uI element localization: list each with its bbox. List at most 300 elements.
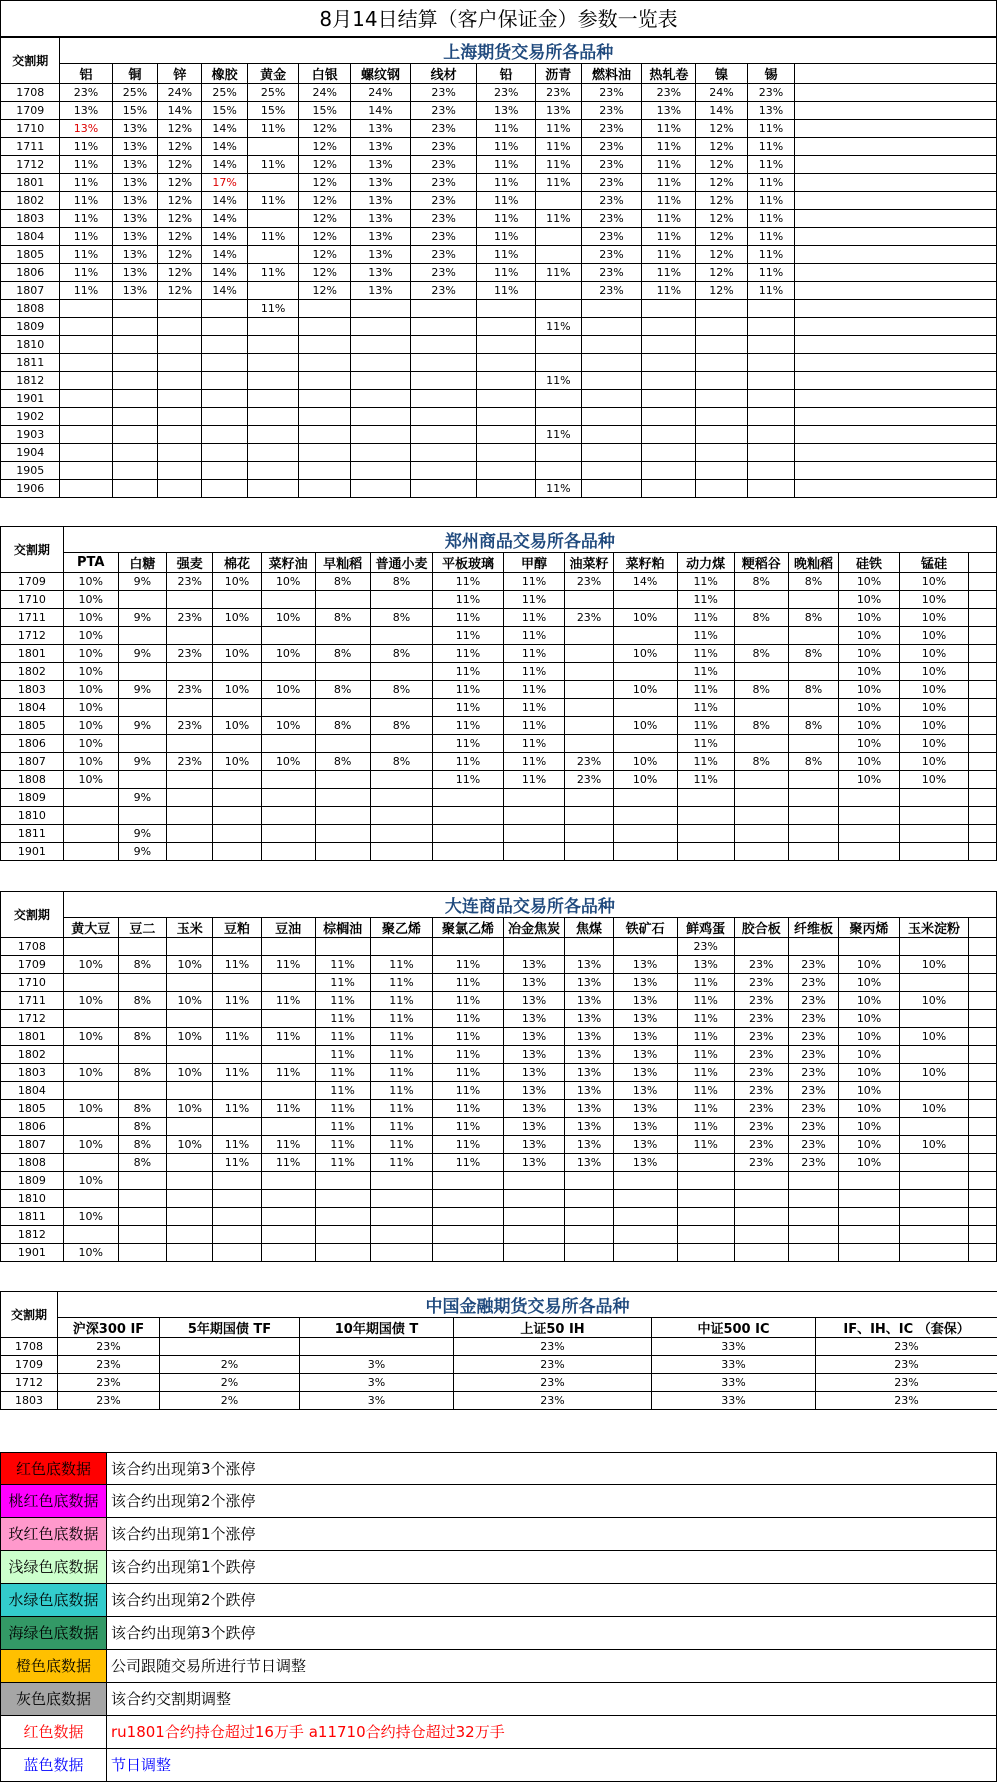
- margin-cell: [351, 444, 410, 462]
- margin-cell: 10%: [839, 573, 900, 591]
- margin-cell: [410, 300, 477, 318]
- margin-cell: 10%: [839, 1082, 900, 1100]
- margin-cell: 13%: [613, 1046, 677, 1064]
- margin-cell: 9%: [118, 825, 166, 843]
- margin-cell: [410, 372, 477, 390]
- margin-cell: 13%: [613, 1118, 677, 1136]
- margin-cell: [213, 1244, 261, 1262]
- czce-product-7: 平板玻璃: [433, 553, 503, 573]
- empty-cell: [969, 1136, 997, 1154]
- margin-cell: 23%: [788, 974, 839, 992]
- margin-cell: 11%: [477, 228, 535, 246]
- empty-cell: [969, 663, 997, 681]
- margin-cell: 11%: [433, 663, 503, 681]
- margin-cell: [696, 390, 747, 408]
- margin-cell: 11%: [261, 956, 315, 974]
- margin-cell: [565, 1208, 613, 1226]
- margin-cell: 24%: [158, 84, 202, 102]
- margin-cell: 23%: [410, 138, 477, 156]
- margin-cell: 13%: [112, 210, 158, 228]
- table-row: [1, 1356, 997, 1374]
- margin-cell: [477, 462, 535, 480]
- legend-key: 海绿色底数据: [1, 1617, 107, 1649]
- margin-cell: 11%: [503, 609, 565, 627]
- margin-cell: 11%: [503, 573, 565, 591]
- margin-cell: 9%: [118, 609, 166, 627]
- empty-cell: [795, 480, 997, 498]
- margin-cell: 8%: [788, 753, 839, 771]
- margin-cell: 8%: [788, 573, 839, 591]
- table-row: [1, 1100, 997, 1118]
- margin-cell: 12%: [696, 210, 747, 228]
- margin-cell: 12%: [696, 174, 747, 192]
- margin-cell: [613, 1190, 677, 1208]
- empty-cell: [969, 1208, 997, 1226]
- margin-cell: [433, 825, 503, 843]
- margin-cell: 23%: [788, 1010, 839, 1028]
- margin-cell: [60, 336, 112, 354]
- margin-cell: [747, 480, 795, 498]
- margin-cell: [167, 938, 213, 956]
- margin-cell: 10%: [167, 1028, 213, 1046]
- margin-cell: [118, 1046, 166, 1064]
- margin-cell: 13%: [503, 1154, 565, 1172]
- margin-cell: 11%: [315, 1118, 370, 1136]
- margin-cell: 13%: [565, 1136, 613, 1154]
- cffex-table: [0, 1291, 997, 1410]
- contract-period: 1807: [1, 1136, 64, 1154]
- margin-cell: [581, 444, 641, 462]
- contract-period: 1810: [1, 1190, 64, 1208]
- legend-row: [0, 1683, 997, 1716]
- table-row: [1, 1046, 997, 1064]
- margin-cell: [202, 318, 248, 336]
- table-row: [1, 1082, 997, 1100]
- margin-cell: 10%: [63, 1208, 118, 1226]
- contract-period: 1806: [1, 264, 60, 282]
- margin-cell: [565, 717, 613, 735]
- table-row: [1, 84, 997, 102]
- margin-cell: [899, 1010, 968, 1028]
- margin-cell: 10%: [839, 1154, 900, 1172]
- margin-cell: [477, 480, 535, 498]
- margin-cell: 33%: [652, 1338, 816, 1356]
- empty-cell: [795, 120, 997, 138]
- margin-cell: 11%: [642, 156, 696, 174]
- legend-key: 橙色底数据: [1, 1650, 107, 1682]
- margin-cell: 8%: [118, 1064, 166, 1082]
- margin-cell: [112, 426, 158, 444]
- margin-cell: [202, 300, 248, 318]
- empty-cell: [969, 1046, 997, 1064]
- margin-cell: 11%: [433, 1118, 503, 1136]
- contract-period: 1712: [1, 1010, 64, 1028]
- cffex-product-3: 上证50 IH: [454, 1318, 652, 1338]
- margin-cell: 12%: [696, 138, 747, 156]
- margin-cell: [118, 974, 166, 992]
- margin-cell: [788, 627, 839, 645]
- shfe-empty-col: [795, 64, 997, 84]
- margin-cell: 11%: [60, 246, 112, 264]
- contract-period: 1903: [1, 426, 60, 444]
- contract-period: 1712: [1, 156, 60, 174]
- margin-cell: [63, 1226, 118, 1244]
- margin-cell: [613, 938, 677, 956]
- legend-key: 红色底数据: [1, 1453, 107, 1484]
- contract-period: 1805: [1, 717, 64, 735]
- margin-cell: [213, 825, 261, 843]
- margin-cell: 23%: [581, 282, 641, 300]
- margin-cell: 11%: [642, 138, 696, 156]
- contract-period: 1808: [1, 1154, 64, 1172]
- margin-cell: [677, 825, 734, 843]
- margin-cell: 10%: [167, 956, 213, 974]
- table-row: [1, 1136, 997, 1154]
- margin-cell: [167, 771, 213, 789]
- czce-product-2: 强麦: [167, 553, 213, 573]
- empty-cell: [795, 192, 997, 210]
- dce-product-9: 焦煤: [565, 918, 613, 938]
- contract-period: 1710: [1, 120, 60, 138]
- margin-cell: [565, 663, 613, 681]
- margin-cell: [696, 372, 747, 390]
- margin-cell: [747, 354, 795, 372]
- margin-cell: [477, 408, 535, 426]
- margin-cell: [351, 408, 410, 426]
- margin-cell: 23%: [581, 228, 641, 246]
- margin-cell: [747, 390, 795, 408]
- margin-cell: 15%: [248, 102, 299, 120]
- margin-cell: [167, 1082, 213, 1100]
- empty-cell: [969, 609, 997, 627]
- margin-cell: [642, 354, 696, 372]
- contract-period: 1708: [1, 84, 60, 102]
- margin-cell: 11%: [60, 228, 112, 246]
- empty-cell: [969, 1154, 997, 1172]
- table-row: [1, 573, 997, 591]
- margin-cell: [613, 663, 677, 681]
- margin-cell: [535, 390, 581, 408]
- margin-cell: 10%: [613, 681, 677, 699]
- margin-cell: 13%: [747, 102, 795, 120]
- empty-cell: [795, 300, 997, 318]
- margin-cell: 11%: [433, 591, 503, 609]
- margin-cell: [299, 444, 351, 462]
- margin-cell: 10%: [839, 645, 900, 663]
- margin-cell: 10%: [899, 645, 968, 663]
- margin-cell: 14%: [202, 246, 248, 264]
- shfe-product-12: 镍: [696, 64, 747, 84]
- margin-cell: 15%: [299, 102, 351, 120]
- margin-cell: 11%: [433, 699, 503, 717]
- margin-cell: [642, 480, 696, 498]
- margin-cell: 10%: [839, 1064, 900, 1082]
- margin-cell: 2%: [160, 1392, 300, 1410]
- margin-cell: [248, 444, 299, 462]
- dce-product-0: 黄大豆: [63, 918, 118, 938]
- margin-cell: [63, 825, 118, 843]
- margin-cell: [788, 1190, 839, 1208]
- table-row: [1, 480, 997, 498]
- table-row: [1, 282, 997, 300]
- table-row: [1, 717, 997, 735]
- cffex-product-2: 10年期国债 T: [300, 1318, 454, 1338]
- margin-cell: 23%: [410, 282, 477, 300]
- margin-cell: [613, 627, 677, 645]
- margin-cell: 10%: [213, 609, 261, 627]
- margin-cell: 11%: [315, 974, 370, 992]
- margin-cell: [565, 735, 613, 753]
- margin-cell: [248, 462, 299, 480]
- legend-key: 红色数据: [1, 1716, 107, 1748]
- margin-cell: [248, 372, 299, 390]
- margin-cell: [734, 1226, 788, 1244]
- cffex-product-5: IF、IH、IC （套保）: [816, 1318, 997, 1338]
- margin-cell: [315, 591, 370, 609]
- margin-cell: 11%: [677, 1046, 734, 1064]
- margin-cell: [642, 372, 696, 390]
- margin-cell: 11%: [677, 1010, 734, 1028]
- margin-cell: [167, 974, 213, 992]
- margin-cell: 23%: [788, 1100, 839, 1118]
- dce-table: [0, 891, 997, 1262]
- shfe-product-10: 燃料油: [581, 64, 641, 84]
- contract-period: 1801: [1, 174, 60, 192]
- margin-cell: [747, 462, 795, 480]
- shfe-product-6: 螺纹钢: [351, 64, 410, 84]
- margin-cell: [60, 426, 112, 444]
- czce-product-5: 早籼稻: [315, 553, 370, 573]
- margin-cell: [261, 974, 315, 992]
- margin-cell: [747, 444, 795, 462]
- margin-cell: [112, 462, 158, 480]
- margin-cell: 23%: [734, 1100, 788, 1118]
- margin-cell: 11%: [747, 228, 795, 246]
- dce-product-8: 冶金焦炭: [503, 918, 565, 938]
- margin-cell: 23%: [788, 1136, 839, 1154]
- margin-cell: 3%: [300, 1374, 454, 1392]
- margin-cell: 12%: [299, 192, 351, 210]
- margin-cell: [213, 1190, 261, 1208]
- margin-cell: 23%: [410, 192, 477, 210]
- margin-cell: [167, 699, 213, 717]
- czce-product-8: 甲醇: [503, 553, 565, 573]
- margin-cell: [213, 938, 261, 956]
- margin-cell: [315, 1226, 370, 1244]
- empty-cell: [969, 1064, 997, 1082]
- empty-cell: [795, 408, 997, 426]
- margin-cell: [158, 480, 202, 498]
- margin-cell: 11%: [213, 1028, 261, 1046]
- empty-cell: [795, 174, 997, 192]
- margin-cell: 13%: [351, 192, 410, 210]
- contract-period: 1712: [1, 627, 64, 645]
- margin-cell: [613, 843, 677, 861]
- margin-cell: [213, 663, 261, 681]
- table-row: [1, 156, 997, 174]
- dce-product-header-row: [1, 918, 997, 938]
- dce-product-4: 豆油: [261, 918, 315, 938]
- empty-cell: [969, 699, 997, 717]
- margin-cell: 11%: [477, 174, 535, 192]
- margin-cell: 13%: [613, 1064, 677, 1082]
- legend-key: 桃红色底数据: [1, 1485, 107, 1517]
- margin-cell: 11%: [503, 591, 565, 609]
- margin-cell: 12%: [696, 282, 747, 300]
- empty-cell: [969, 1100, 997, 1118]
- table-row: [1, 1226, 997, 1244]
- margin-cell: [167, 1118, 213, 1136]
- contract-period: 1709: [1, 573, 64, 591]
- margin-cell: [899, 1226, 968, 1244]
- contract-period: 1806: [1, 1118, 64, 1136]
- margin-cell: 8%: [734, 609, 788, 627]
- margin-cell: 11%: [433, 1064, 503, 1082]
- margin-cell: [60, 354, 112, 372]
- margin-cell: [213, 974, 261, 992]
- margin-cell: 24%: [351, 84, 410, 102]
- margin-cell: 8%: [734, 753, 788, 771]
- margin-cell: [112, 480, 158, 498]
- margin-cell: 23%: [581, 102, 641, 120]
- margin-cell: 12%: [696, 156, 747, 174]
- table-row: [1, 1064, 997, 1082]
- margin-cell: [410, 390, 477, 408]
- contract-period: 1803: [1, 210, 60, 228]
- margin-cell: [503, 789, 565, 807]
- margin-cell: 12%: [158, 156, 202, 174]
- margin-cell: 13%: [503, 992, 565, 1010]
- margin-cell: 10%: [63, 735, 118, 753]
- margin-cell: [535, 408, 581, 426]
- margin-cell: 10%: [213, 645, 261, 663]
- margin-cell: [696, 444, 747, 462]
- table-row: [1, 264, 997, 282]
- margin-cell: 10%: [899, 753, 968, 771]
- margin-cell: [433, 789, 503, 807]
- margin-cell: [202, 480, 248, 498]
- contract-period: 1807: [1, 282, 60, 300]
- empty-cell: [795, 390, 997, 408]
- czce-product-12: 粳稻谷: [734, 553, 788, 573]
- table-row: [1, 1190, 997, 1208]
- table-row: [1, 627, 997, 645]
- empty-cell: [969, 1172, 997, 1190]
- contract-period: 1804: [1, 1082, 64, 1100]
- margin-cell: [351, 318, 410, 336]
- margin-cell: [642, 336, 696, 354]
- table-row: [1, 591, 997, 609]
- margin-cell: 23%: [581, 192, 641, 210]
- margin-cell: [613, 1226, 677, 1244]
- margin-cell: 23%: [581, 174, 641, 192]
- margin-cell: [167, 1154, 213, 1172]
- margin-cell: [788, 771, 839, 789]
- margin-cell: 11%: [433, 645, 503, 663]
- czce-product-10: 菜籽粕: [613, 553, 677, 573]
- margin-cell: 9%: [118, 843, 166, 861]
- contract-period: 1901: [1, 390, 60, 408]
- margin-cell: 13%: [351, 210, 410, 228]
- margin-cell: 8%: [315, 681, 370, 699]
- margin-cell: 23%: [454, 1338, 652, 1356]
- margin-cell: 10%: [839, 1118, 900, 1136]
- margin-cell: [565, 843, 613, 861]
- legend-desc: 该合约出现第3个跌停: [111, 1624, 256, 1642]
- margin-cell: 10%: [261, 645, 315, 663]
- margin-cell: 11%: [433, 735, 503, 753]
- margin-cell: 11%: [642, 120, 696, 138]
- cffex-exchange-row: [1, 1292, 997, 1318]
- margin-cell: 23%: [581, 264, 641, 282]
- margin-cell: [535, 336, 581, 354]
- margin-cell: [248, 246, 299, 264]
- legend-desc: 该合约出现第2个涨停: [111, 1492, 256, 1510]
- shfe-product-0: 铝: [60, 64, 112, 84]
- margin-cell: 10%: [63, 992, 118, 1010]
- margin-cell: 23%: [642, 84, 696, 102]
- legend-row: [0, 1485, 997, 1518]
- margin-cell: [433, 843, 503, 861]
- margin-cell: 11%: [677, 573, 734, 591]
- margin-cell: [315, 627, 370, 645]
- legend-key: 玫红色底数据: [1, 1518, 107, 1550]
- margin-cell: 8%: [315, 573, 370, 591]
- margin-cell: 15%: [202, 102, 248, 120]
- margin-cell: 23%: [816, 1374, 997, 1392]
- table-row: [1, 789, 997, 807]
- margin-cell: 8%: [370, 645, 433, 663]
- margin-cell: [248, 282, 299, 300]
- margin-cell: 10%: [839, 1136, 900, 1154]
- margin-cell: [60, 300, 112, 318]
- empty-cell: [795, 336, 997, 354]
- margin-cell: 13%: [351, 120, 410, 138]
- margin-cell: 23%: [167, 717, 213, 735]
- margin-cell: 10%: [261, 717, 315, 735]
- margin-cell: [642, 408, 696, 426]
- empty-cell: [795, 426, 997, 444]
- page-title: 8月14日结算（客户保证金）参数一览表: [0, 0, 997, 37]
- margin-cell: [734, 1172, 788, 1190]
- margin-cell: 10%: [839, 609, 900, 627]
- shfe-period-label: 交割期: [1, 38, 60, 84]
- shfe-product-5: 白银: [299, 64, 351, 84]
- margin-cell: [315, 1208, 370, 1226]
- margin-cell: 11%: [677, 609, 734, 627]
- margin-cell: 11%: [315, 1082, 370, 1100]
- margin-cell: 11%: [213, 1064, 261, 1082]
- margin-cell: [613, 591, 677, 609]
- margin-cell: 10%: [213, 753, 261, 771]
- margin-cell: [899, 1190, 968, 1208]
- margin-cell: [370, 938, 433, 956]
- margin-cell: 13%: [60, 102, 112, 120]
- margin-cell: [503, 1208, 565, 1226]
- margin-cell: [734, 627, 788, 645]
- margin-cell: [248, 174, 299, 192]
- shfe-product-1: 铜: [112, 64, 158, 84]
- margin-cell: [202, 408, 248, 426]
- table-row: [1, 192, 997, 210]
- margin-cell: [370, 789, 433, 807]
- margin-cell: 8%: [315, 717, 370, 735]
- margin-cell: 23%: [581, 210, 641, 228]
- margin-cell: 8%: [118, 956, 166, 974]
- margin-cell: 11%: [315, 1154, 370, 1172]
- margin-cell: [788, 825, 839, 843]
- margin-cell: [410, 408, 477, 426]
